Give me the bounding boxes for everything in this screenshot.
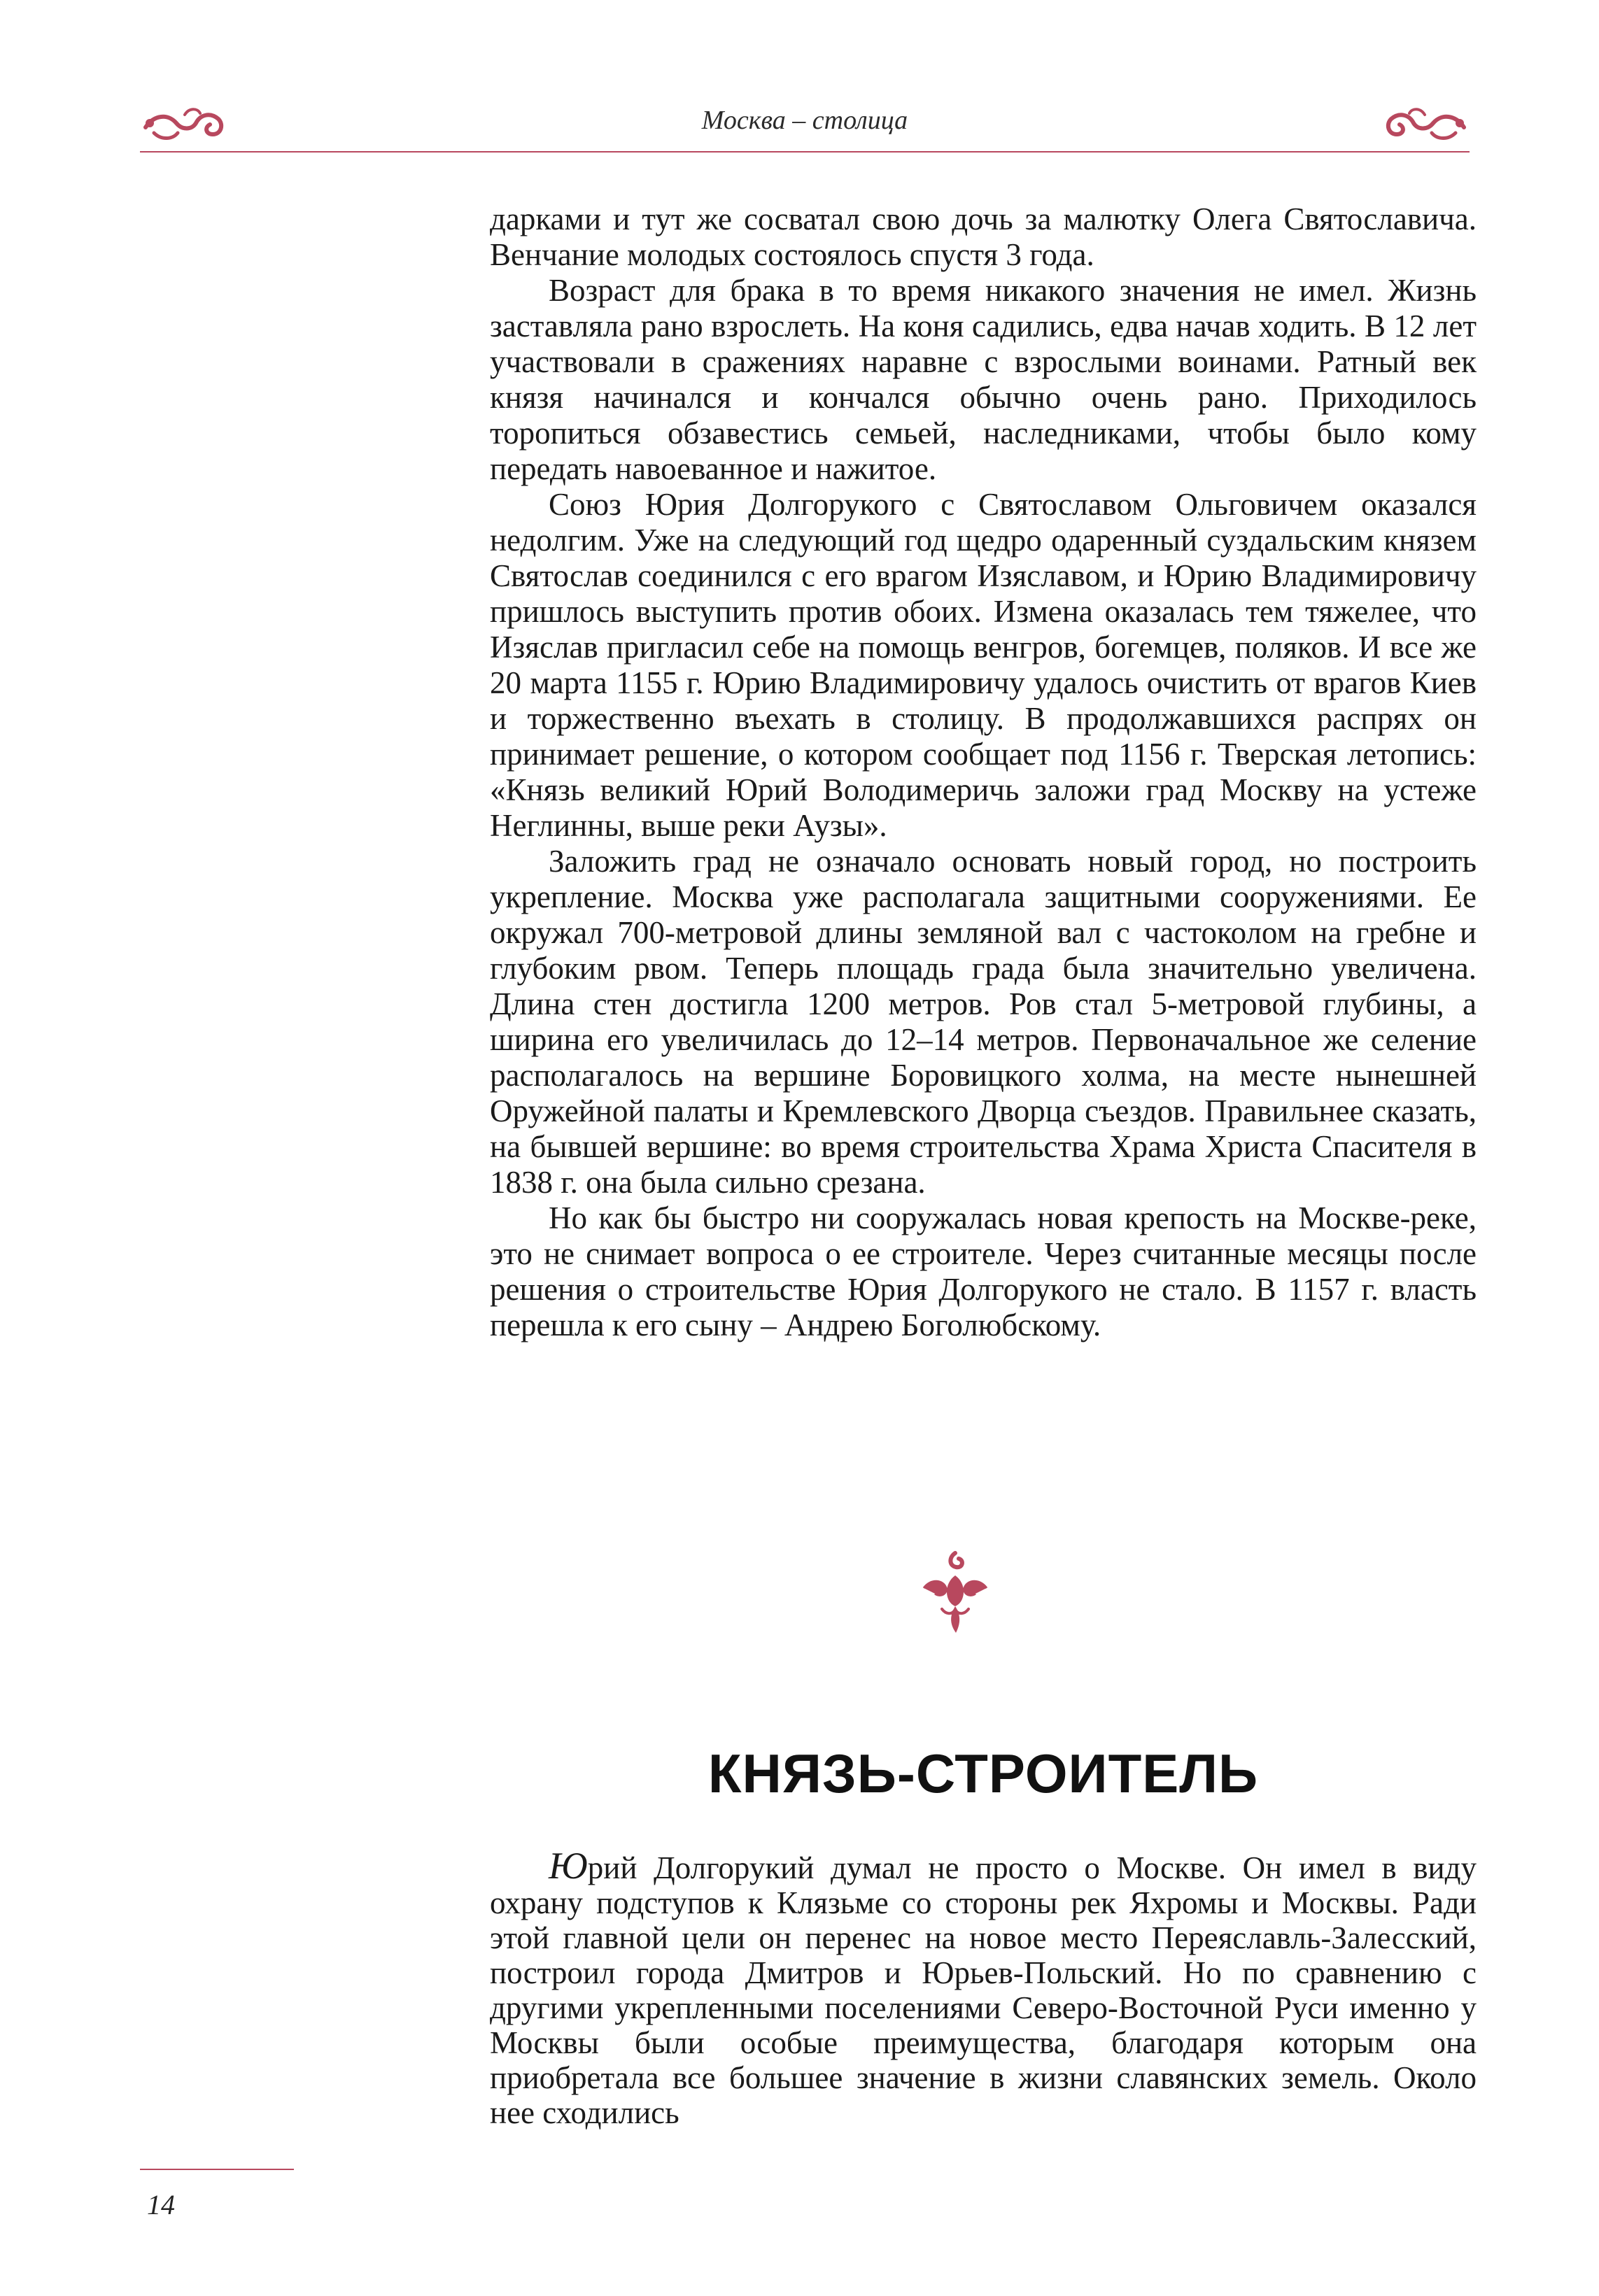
paragraph: Возраст для брака в то время никакого значения не имел. Жизнь заставляла рано взрослеть. На коня садились, едва начав ходить. В 12 лет участвовали в сражениях наравне с взрослыми воинами. Ратный век князя начинался и кончался обычно очень рано. Приходилось торопиться обзавестись семьей, наследниками, чтобы было кому передать навоеванное и нажитое.: [490, 273, 1477, 486]
running-title: Москва – столица: [701, 106, 908, 135]
floral-ornament-right-icon: [1379, 99, 1470, 148]
footer-rule: [140, 2169, 294, 2170]
dropcap: Ю: [549, 1845, 588, 1887]
chapter-text: [490, 1845, 1477, 2130]
floral-vignette-icon: [910, 1547, 1001, 1638]
chapter-title: КНЯЗЬ-СТРОИТЕЛЬ: [707, 1743, 1259, 1804]
paragraph-text: рий Долгорукий думал не просто о Москве. Он имел в виду охрану подступов к Клязьме со стороны рек Яхромы и Москвы. Ради этой главной цели он перенес на новое место Переяславль-Залесский, построил города Дмитров и Юрьев-Польский. Но по сравнению с другими укрепленными поселениями Северо-Восточной Руси именно у Москвы были особые преимущества, благодаря которым она приобретала все большее значение в жизни славянских земель. Около нее сходились: [490, 1850, 1477, 2130]
paragraph: Союз Юрия Долгорукого с Святославом Ольговичем оказался недолгим. Уже на следующий год щедро одаренный суздальским князем Святослав соединился с его врагом Изяславом, и Юрию Владимировичу пришлось выступить против обоих. Измена оказалась тем тяжелее, что Изяслав пригласил себе на помощь венгров, богемцев, поляков. И все же 20 марта 1155 г. Юрию Владимировичу удалось очистить от врагов Киев и торжественно въехать в столицу. В продолжавшихся распрях он принимает решение, о котором сообщает под 1156 г. Тверская летопись: «Князь великий Юрий Володимеричь заложи град Москву на устеже Неглинны, выше реки Аузы».: [490, 487, 1477, 843]
paragraph: [490, 1845, 1477, 2130]
page-number: 14: [147, 2189, 175, 2220]
page-header: [140, 98, 1470, 161]
header-rule: [140, 151, 1470, 153]
body-text: [490, 201, 1477, 1343]
paragraph: Заложить град не означало основать новый город, но построить укрепление. Москва уже располагала защитными сооружениями. Ее окружал 700-метровой длины земляной вал с частоколом на гребне и глубоким рвом. Теперь площадь града была значительно увеличена. Длина стен достигла 1200 метров. Ров стал 5-метровой глубины, а ширина его увеличилась до 12–14 метров. Первоначальное же селение располагалось на вершине Боровицкого холма, на месте нынешней Оружейной палаты и Кремлевского Дворца съездов. Правильнее сказать, на бывшей вершине: во время строительства Храма Христа Спасителя в 1838 г. она была сильно срезана.: [490, 844, 1477, 1200]
paragraph: Но как бы быстро ни сооружалась новая крепость на Москве-реке, это не снимает вопроса о ее строителе. Через считанные месяцы после решения о строительстве Юрия Долгорукого не стало. В 1157 г. власть перешла к его сыну – Андрею Боголюбскому.: [490, 1200, 1477, 1342]
paragraph: дарками и тут же сосватал свою дочь за малютку Олега Святославича. Венчание молодых состоялось спустя 3 года.: [490, 201, 1477, 272]
